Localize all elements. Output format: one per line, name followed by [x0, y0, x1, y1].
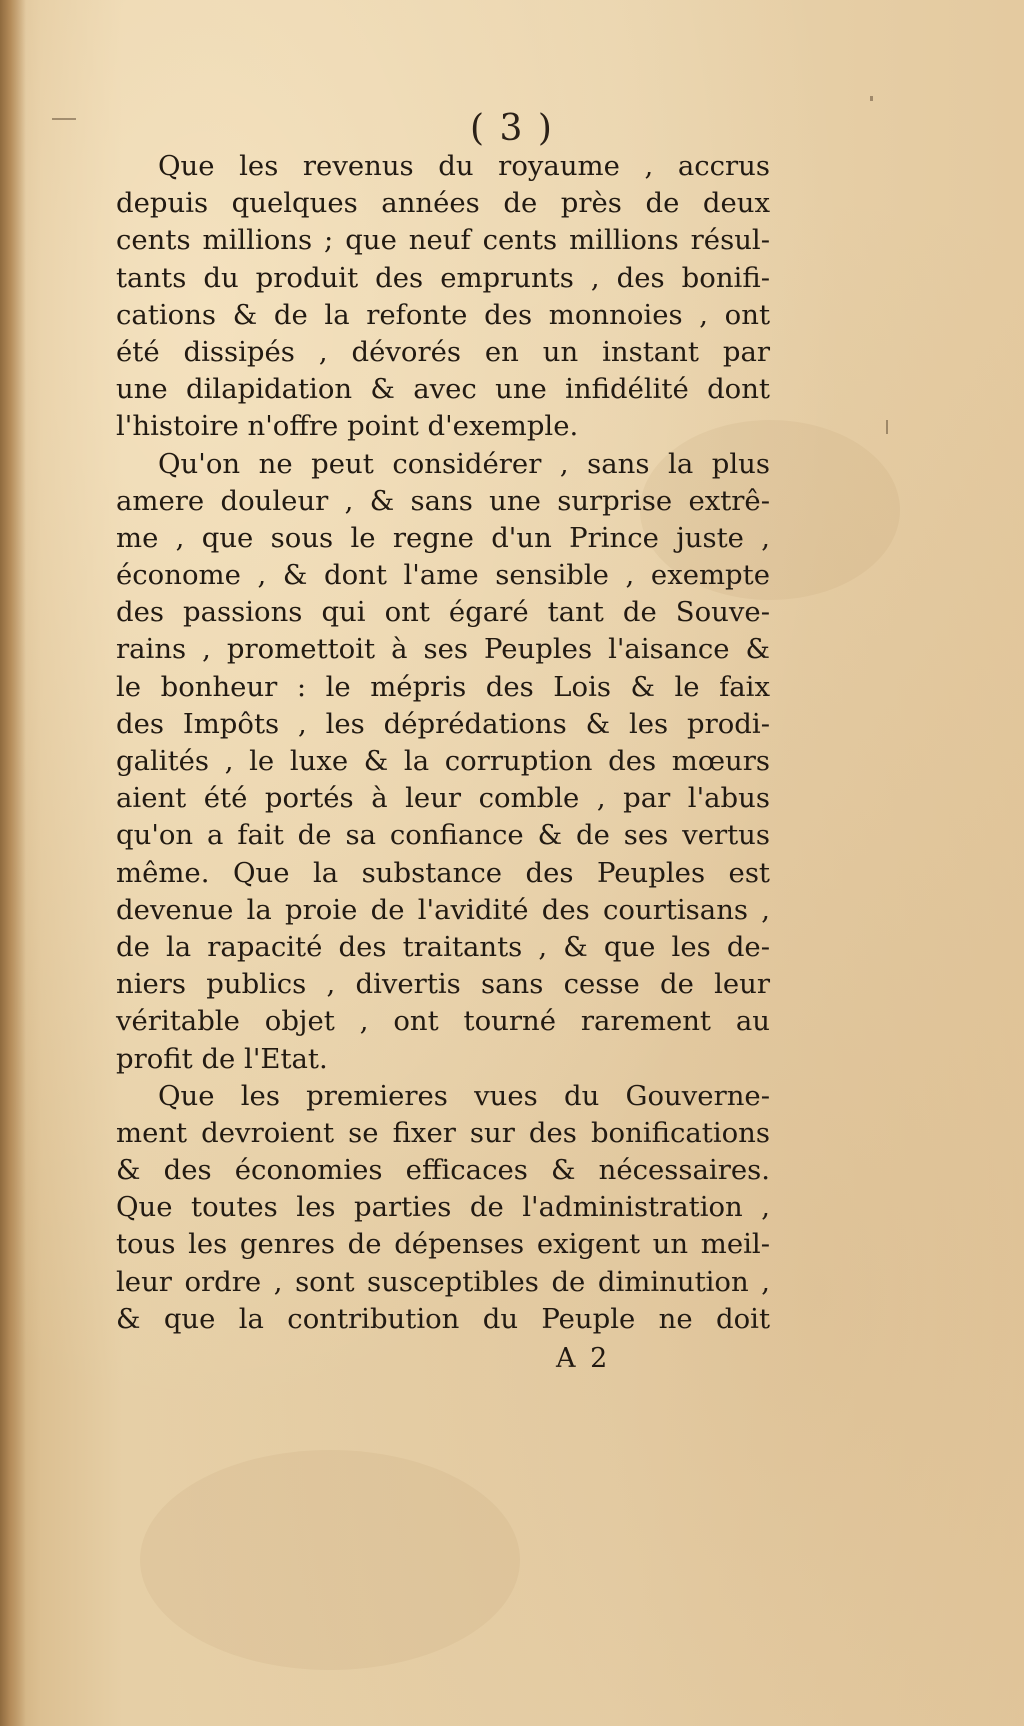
- ink-speck: [886, 420, 888, 434]
- text-line: le bonheur : le mépris des Lois & le faix: [116, 670, 770, 703]
- text-line: depuis quelques années de près de deux: [116, 187, 770, 220]
- text-line: devenue la proie de l'avidité des courtisans ,: [116, 893, 770, 926]
- text-line: l'histoire n'offre point d'exemple.: [116, 410, 579, 443]
- text-line: & des économies efficaces & nécessaires.: [116, 1154, 770, 1187]
- text-line: véritable objet , ont tourné rarement au: [116, 1005, 770, 1038]
- text-line: tants du produit des emprunts , des bonifi-: [116, 261, 770, 294]
- text-line: tous les genres de dépenses exigent un meil-: [116, 1228, 770, 1261]
- text-line: Qu'on ne peut considérer , sans la plus: [158, 447, 770, 480]
- text-line: cations & de la refonte des monnoies , ont: [116, 298, 770, 331]
- text-line: même. Que la substance des Peuples est: [116, 856, 770, 889]
- page-number: ( 3 ): [470, 108, 554, 149]
- text-line: galités , le luxe & la corruption des mœurs: [116, 745, 770, 777]
- text-line: Que les premieres vues du Gouverne-: [158, 1079, 770, 1112]
- text-line: de la rapacité des traitants , & que les de-: [116, 930, 770, 963]
- paragraph-3: [116, 1078, 770, 1338]
- text-line: été dissipés , dévorés en un instant par: [116, 335, 770, 368]
- text-line: & que la contribution du Peuple ne doit: [116, 1302, 770, 1335]
- body-text: [116, 148, 770, 1338]
- signature-mark: A 2: [556, 1343, 611, 1374]
- text-line: économe , & dont l'ame sensible , exempte: [116, 559, 770, 592]
- text-line: une dilapidation & avec une infidélité dont: [116, 373, 770, 406]
- text-line: des passions qui ont égaré tant de Souve-: [116, 596, 770, 629]
- text-line: me , que sous le regne d'un Prince juste ,: [116, 521, 770, 554]
- text-line: profit de l'Etat.: [116, 1042, 328, 1075]
- text-line: leur ordre , sont susceptibles de diminution ,: [116, 1265, 770, 1298]
- text-line: rains , promettoit à ses Peuples l'aisance &: [116, 633, 770, 666]
- text-line: cents millions ; que neuf cents millions résul-: [116, 224, 770, 257]
- paper-stain: [140, 1450, 520, 1670]
- ink-speck: [870, 96, 873, 101]
- paragraph-2: [116, 446, 770, 1078]
- text-line: amere douleur , & sans une surprise extrê-: [116, 484, 770, 517]
- text-line: des Impôts , les déprédations & les prodi-: [116, 707, 770, 740]
- paragraph-1: [116, 148, 770, 446]
- text-line: qu'on a fait de sa confiance & de ses vertus: [116, 819, 770, 852]
- binding-edge: [0, 0, 26, 1726]
- text-line: niers publics , divertis sans cesse de leur: [116, 968, 770, 1001]
- text-line: ment devroient se fixer sur des bonifications: [116, 1116, 770, 1149]
- text-line: Que les revenus du royaume , accrus: [158, 150, 770, 182]
- text-line: Que toutes les parties de l'administration ,: [116, 1191, 770, 1224]
- text-line: aient été portés à leur comble , par l'abus: [116, 782, 770, 815]
